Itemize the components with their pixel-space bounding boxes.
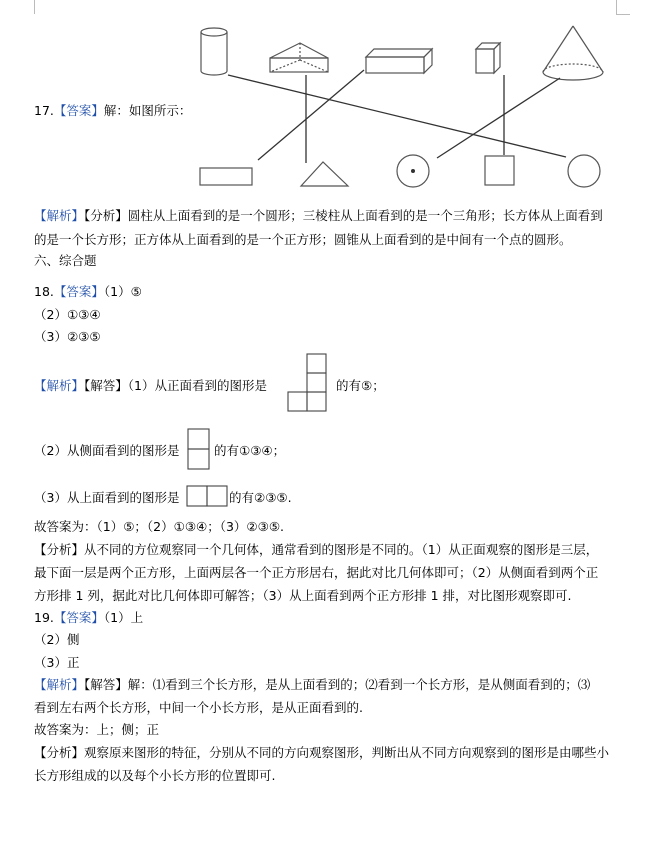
q18-s3-post: 的有②③⑤. — [229, 490, 292, 505]
q19-answer-2: （2）侧 — [34, 632, 80, 647]
q18-s2-pre: （2）从侧面看到的图形是 — [34, 443, 180, 458]
q17-analysis-tag: 【解析】 — [34, 208, 85, 223]
q19-jieda-line-2: 看到左右两个长方形，中间一个小长方形，是从正面看到的. — [34, 700, 363, 715]
q18-fenxi-tag: 【分析】 — [34, 542, 85, 557]
q18-answer-1: （1）⑤ — [103, 284, 142, 299]
q18-s1-post: 的有⑤； — [336, 378, 385, 393]
q19-fenxi-line-1 — [34, 743, 609, 761]
q18-answer-2: （2）①③④ — [34, 307, 101, 322]
q18-fenxi-line-3: 方形排 1 列，据此对比几何体即可解答；（3）从上面看到两个正方形排 1 排，对比图形观察即可. — [34, 588, 572, 603]
q18-fenxi-line-1 — [34, 540, 598, 558]
q17-answer-tag: 【答案】 — [53, 103, 104, 118]
q18-fenxi-text-1: 从不同的方位观察同一个几何体，通常看到的图形是不同的。（1）从正面观察的图形是三层， — [84, 542, 599, 557]
q18-s2-post: 的有①③④； — [214, 443, 286, 458]
q18-number: 18. — [34, 284, 54, 299]
q18-conclusion: 故答案为：（1）⑤；（2）①③④；（3）②③⑤. — [34, 519, 285, 534]
q19-answer-1: （1）上 — [103, 610, 144, 625]
q17-answer-text: 解：如图所示： — [103, 103, 192, 118]
q19-jieda-tag: 【解答】 — [84, 677, 128, 692]
section-title: 六、综合题 — [34, 253, 97, 268]
q18-jieda-tag: 【解答】 — [84, 378, 128, 393]
q19-answer-line — [34, 608, 143, 626]
q17-number: 17. — [34, 103, 54, 118]
q18-s1-pre: （1）从正面看到的图形是 — [127, 378, 267, 393]
q19-answer-3: （3）正 — [34, 655, 80, 670]
q18-analysis-tag: 【解析】 — [34, 378, 85, 393]
q19-analysis-tag: 【解析】 — [34, 677, 85, 692]
q19-jieda-text-1: 解：⑴看到三个长方形，是从上面看到的；⑵看到一个长方形，是从侧面看到的；⑶ — [127, 677, 591, 692]
q18-fenxi-line-2: 最下面一层是两个正方形，上面两层各一个正方形居右，据此对比几何体即可；（2）从侧面看到两个正 — [34, 565, 599, 580]
q18-s3-pre: （3）从上面看到的图形是 — [34, 490, 180, 505]
q18-answer-tag: 【答案】 — [53, 284, 104, 299]
q19-jieda-line-1 — [34, 675, 590, 693]
q17-fenxi-tag: 【分析】 — [84, 208, 128, 223]
q17-analysis-text-1: 圆柱从上面看到的是一个圆形；三棱柱从上面看到的是一个三角形；长方体从上面看到 — [127, 208, 603, 223]
q19-number: 19. — [34, 610, 54, 625]
q19-fenxi-tag: 【分析】 — [34, 745, 85, 760]
q19-answer-tag: 【答案】 — [53, 610, 104, 625]
q19-fenxi-text-1: 观察原来图形的特征，分别从不同的方向观察图形，判断出从不同方向观察到的图形是由哪些小 — [84, 745, 610, 760]
q17-analysis-line-2: 的是一个长方形；正方体从上面看到的是一个正方形；圆锥从上面看到的是中间有一个点的圆形。 — [34, 232, 572, 247]
q18-answer-3: （3）②③⑤ — [34, 329, 101, 344]
q19-conclusion: 故答案为：上；侧；正 — [34, 722, 160, 737]
q19-fenxi-line-2: 长方形组成的以及每个小长方形的位置即可. — [34, 768, 276, 783]
